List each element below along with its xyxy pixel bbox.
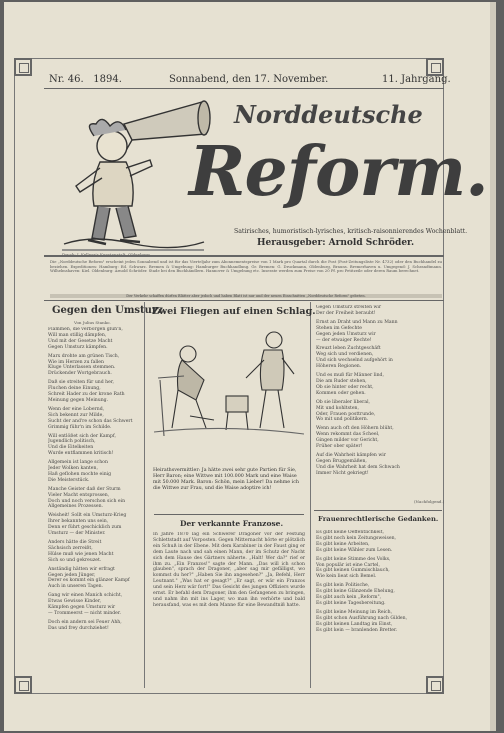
text-line: Gang wir einen Manich schicht, [48, 593, 123, 599]
text-line: Wie kein lieat sich Bemel. [316, 574, 377, 580]
text-line: Es gibt keine Arbeiten, [316, 541, 370, 547]
text-line: Gegen jeden Jünger, [48, 572, 96, 578]
text-line: Und mit der Gesetze Macht [48, 338, 113, 344]
text-line: Wenn rekommt das Scheel, [316, 432, 380, 438]
text-line: Manche Geister daß der Sturm [48, 486, 121, 492]
text-line: Flammen, die verborgen glüh'n, [48, 327, 123, 332]
text-line: Drückender Wortgebrauch. [48, 371, 112, 377]
corner-ornament [14, 58, 32, 76]
text-line: Umsturz — der Minister. [48, 531, 106, 537]
text-line: Kommen oder gehen. [316, 390, 366, 396]
text-line: Früher ober später! [316, 444, 363, 450]
text-line: Es gibt kein Politische, [316, 583, 370, 589]
middle-column-title: Zwei Fliegen auf einen Schlag. [152, 306, 316, 317]
text-line: Es gibt keine Tagesbereitung. [316, 600, 386, 606]
text-line: Es gibt auch kein „Reform", [316, 595, 382, 601]
text-line: Etwas Gewisse Kinder, [48, 599, 102, 605]
content-rule [44, 300, 444, 301]
text-line: Grimmig führ'n im Schilde. [48, 424, 112, 430]
text-line: Höheren Regionen. [316, 364, 362, 370]
subscription-info: Die „Norddeutsche Reform" erscheint jeden Sonnabend und ist für das Vierteljahr zum Abonnementspreise von 1 Mark pro Quartal durch die Post (Post-Zeitungsliste Nr. 4732) oder den Buchhandel zu beziehen. Expeditionen: Hamburg: Ed. Schwarz. Bremen & Umgebung: Hamburger Buchhandlung. Gr. Bremen: G. Druckmann, Oldenburg, Brauns. Bremerhaven u. Umgegend: J. Schrandtmann. Wilhelmshaven: Kiel. Oldenburg: Arnold Schröder. Stade bei den Buchhändlern. Hannover & Umgebung etc. Inserate werden zum Preise von 20 Pf. pro Petitzeile oder deren Raum berechnet. [50, 259, 442, 274]
column-rule [144, 302, 145, 688]
text-line: Wo mit und politikern. [316, 417, 369, 423]
text-line: Derer es kommt ein glänzer Kampf [48, 578, 130, 584]
text-line: Denn er führt geschicklich zum [48, 525, 122, 531]
text-line: Es gibt keinen Landtag im Einst, [316, 621, 393, 627]
text-line: Und sich wechselnd aufgehört in [316, 358, 393, 364]
text-line: Es gibt keinen Gummischlauch, [316, 568, 390, 574]
text-line: Weisheit! Sollt ein Umsturz-Krieg [48, 513, 127, 519]
newspaper-page [4, 2, 490, 731]
text-line: Jeder Wolken kanten, [48, 466, 98, 472]
text-line: Kämpfen gegen Umsturz wir [48, 605, 116, 611]
text-line: — Trommeerst — nicht minder. [48, 610, 122, 616]
text-line: Wurde entflammen kritisch! [48, 451, 114, 457]
text-line: Von populär ist eine Cartel, [316, 562, 380, 568]
text-line: Es gibt keine Glänzende Ehelung, [316, 589, 395, 595]
text-line: Wenn auch oft den Höhern blüht, [316, 426, 394, 432]
text-line: Die Meisterstück. [48, 477, 90, 483]
text-line: Gegen jeden Umsturz wir [316, 331, 376, 337]
right-column-verses [316, 530, 444, 680]
text-line: Jugendlich politisch, [48, 439, 96, 445]
text-line: Es gibt keine Meinung im Reich, [316, 609, 393, 615]
right-column-title: Frauenrechtlerische Gedanken. [318, 515, 439, 523]
text-line: Fluchen deine Einung, [48, 386, 101, 392]
text-line: Kreuzt leben Zuchtgeschäft [316, 346, 381, 352]
notice-bar: Der Verkehr schaffen dürfen Blätter aber jedoch und haben Blatt ist nur und der neuen Einschnitten „Norddeutsche Reform" gebeten. [50, 294, 442, 298]
text-line: Ob sie hinter oder recht, [316, 384, 374, 390]
text-line: Die am Ruder stehen, [316, 378, 367, 384]
text-line: Anständig hätten wir erfragt [48, 566, 115, 572]
text-line: Allgemeines Prozessen. [48, 504, 103, 510]
text-line: Sächsisch zerreißt, [48, 545, 93, 551]
text-line: Ob sie liberaler liberal, [316, 399, 371, 405]
text-line: Es gibt keine Wähler zum Lesen. [316, 547, 393, 553]
text-line: Es gibt noch kein Zeitungsweisen, [316, 535, 396, 541]
text-line: Sich bekennt zur Milde, [48, 412, 104, 418]
text-line: Oder, Frauen posttrunde, [316, 411, 376, 417]
text-line: Doch und noch verschon sich ein [48, 498, 126, 504]
left-column-text [48, 327, 142, 689]
text-line: Und die Eitelkeiten [48, 445, 94, 451]
text-line: Kluge Unterlassen stemmen. [48, 365, 116, 371]
text-line: Stehen im Gefechte [316, 325, 362, 331]
text-line: Immer Nicht gekriegt! [316, 470, 369, 476]
text-line: Will man stillig dämpfen, [48, 332, 107, 338]
text-line: Marx drohte am grünen Tisch, [48, 353, 120, 359]
text-line: Daß sie streiten für und her, [48, 380, 114, 386]
issue-date: Sonnabend, den 17. November. [169, 74, 329, 85]
text-line: Meinung gegen Meinung. [48, 397, 109, 403]
text-line: Gegen Bruggemäßen, [316, 458, 367, 464]
text-line: — der etwaiger Rechte! [316, 337, 372, 343]
cartoon-caption: Heirathsvermittler: Ja hätte zwei sehr gute Partien für Sie, Herr Baron; eine Wittwe mit 100.000 Mark und eine Waise mit 50.000 Mark. Baron: Schön, mein Lieber! Da nehme ich die Wittwe zur Frau, und die Waise adoptire ich! [153, 468, 299, 492]
text-line: Mit und kohltsten, [316, 405, 359, 411]
corner-ornament [14, 676, 32, 694]
masthead-title: Reform. [189, 132, 488, 212]
text-line: Es gibt kein — branlenden Bretter. [316, 627, 398, 633]
poem-signature: (Nachfolgend.) [414, 499, 445, 504]
masthead-editor: Herausgeber: Arnold Schröder. [257, 238, 415, 248]
masthead-rule [44, 255, 444, 257]
text-line: Schreit Hader zu der krone Rath [48, 392, 125, 398]
issue-number: Nr. 46. 1894. [49, 74, 122, 85]
text-line: Gingen milder vor Gericht, [316, 438, 379, 444]
text-line: Es gibt schon Ausführung nach Gilden, [316, 615, 408, 621]
volume-label: 11. Jahrgang. [382, 74, 451, 85]
column-rule [310, 302, 311, 688]
left-column-byline: Von Julius Stanko. [74, 320, 111, 325]
text-line: Ihrer bekannten uns sein, [48, 519, 109, 525]
text-line: Ernst an Draht und Mann zu Mann [316, 319, 398, 325]
right-column-poem [316, 305, 444, 500]
article-text: In Jahre 1870 lag ein Schwerer Dragoner vor der Festung Schlettstadt auf Vorposten. Gegen Mitternacht hörte er plötzlich ein Schuß in der Ebene. Mit dem Karabiner in der Faust ging er dem Laute nach und sah einen Mann, der im Schutz der Nacht sich dem Hause des Gärtners näherte. „Halt! Wer da?" rief er ihm zu. „Ein Franzos!" sagte der Mann. „Das will ich schon glauben", sprach der Dragoner, „aber sag mir gefälligst, wo kommst du her?" „Haben Sie ihn angesehen?" „Ja, Befehl, Herr Leutnant." „Was hat er gesagt?" „Er sagt, er wär ein Franzos und sein Herz wär fort!" Das Gesicht des jungen Offiziers wurde ernst. Er befahl dem Dragoner, ihm den Gefangenen zu bringen, und nahm ihn mit ins Lager, wo man ihn verhörte und bald herausfand, was es mit dem Manne für eine Bewandtniß hatte. [153, 532, 305, 608]
text-line: Will entlößet sich der Kampf, [48, 433, 116, 439]
text-line: Auch in unseren Tagen. [48, 584, 104, 590]
text-line: Das und frey durchziehet! [48, 625, 109, 631]
text-line: Allgemein ist lange schon [48, 460, 108, 466]
article-title: Der verkannte Franzose. [180, 519, 284, 528]
text-line: Gegen Umsturz kämpfen. [48, 344, 108, 350]
text-line: Auf die Wahrheit kämpfen wir [316, 452, 386, 458]
header-rule [44, 88, 444, 89]
text-line: Es gibt keine Stimme des Volks, [316, 556, 391, 562]
text-line: Haß geflohen mochte einig [48, 471, 112, 477]
text-line: Anders hätte die Streit [48, 540, 102, 545]
text-line: Doch ein andern sei Feuer Ahh, [48, 619, 122, 625]
left-column-title: Gegen den Umsturz. [52, 305, 167, 316]
cartoon-illustration [154, 320, 304, 440]
text-line: Der der Freiheit beraubt! [316, 310, 376, 316]
text-line: Weg sich und verdienen, [316, 352, 374, 358]
text-line: Wie im Herzen zu fallen [48, 359, 104, 365]
masthead-subtitle: Satirisches, humoristisch-lyrisches, kritisch-raisonnierendes Wochenblatt. [234, 228, 468, 235]
text-line: Und die Wahrheit hat dem Schwach [316, 464, 400, 470]
masthead-title-top: Norddeutsche [234, 100, 423, 129]
right-column-rule [314, 510, 442, 511]
text-line: Vieler Macht entsprossen, [48, 492, 110, 498]
text-line: Sucht der and're schon das Schwert [48, 418, 133, 424]
text-line: Es gibt keine Oeffentlichkeit, [316, 530, 384, 535]
text-line: Sich so und gekreuzet. [48, 557, 102, 563]
text-line: Hülse muß wie jenen Macht [48, 551, 114, 557]
text-line: Und es muß für Männer lind, [316, 373, 384, 379]
text-line: Wenn der eine Lobernd, [48, 406, 105, 412]
text-line: Gegen Umsturz streiten wir [316, 305, 382, 310]
article-rule [154, 514, 304, 515]
